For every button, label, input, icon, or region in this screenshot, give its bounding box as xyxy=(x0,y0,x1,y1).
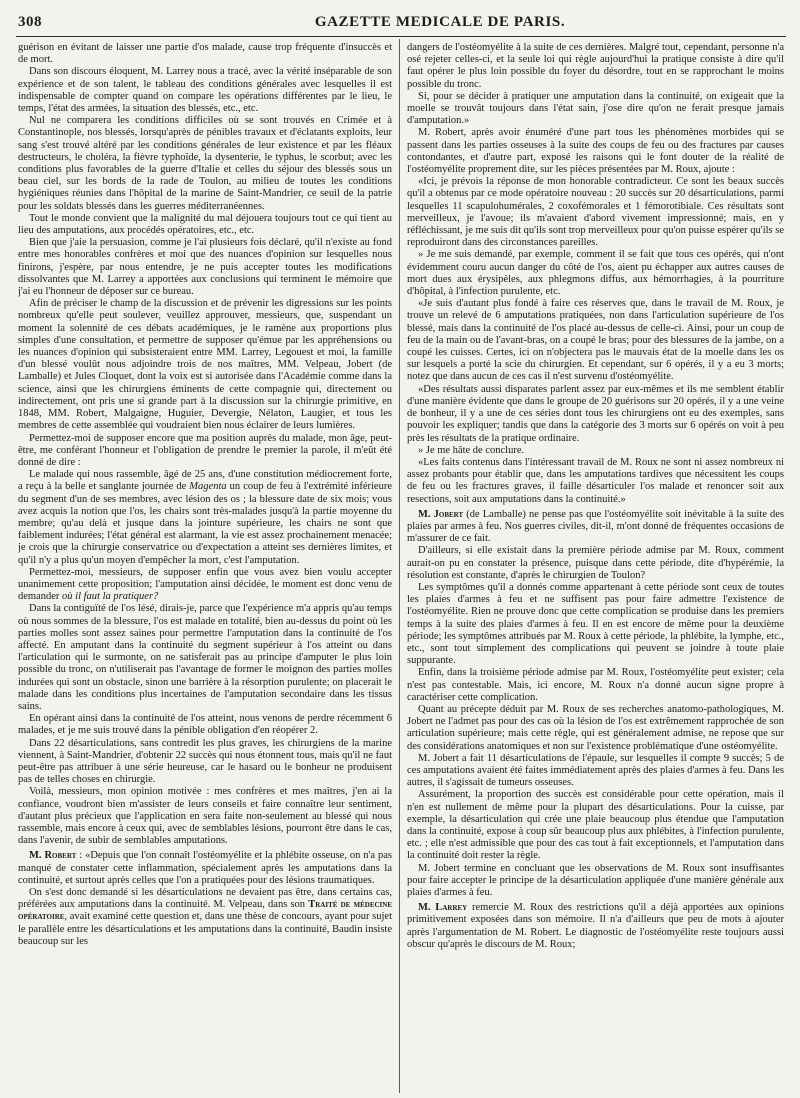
paragraph xyxy=(18,603,392,713)
paragraph-text: Permettez-moi, messieurs, de supposer enfin que vous avez bien voulu accepter unanimement cette proposition; l'amputation ainsi décidée, le moment est donc venu de demander xyxy=(18,566,392,603)
paragraph-text: Bien que j'aie la persuasion, comme je l'ai plusieurs fois déclaré, qu'il n'existe au fond entre mes honorables confrères et moi que des nuances d'opinion sur lesquelles nous finirons, j'espère, par nous entendre, je ne puis accepter toutes les modifications dissolvantes que M. Larrey a apportées aux conclusions qui terminent le mémoire que j'ai eu l'honneur de déposer sur ce bureau. xyxy=(18,237,392,298)
paragraph xyxy=(407,298,784,383)
paragraph xyxy=(18,786,392,847)
paragraph xyxy=(18,433,392,470)
paragraph-text: Afin de préciser le champ de la discussion et de prévenir les digressions sur les points nombreux qu'elle peut soulever, veuillez approuver, messieurs, que, suspendant un moment la solennité de ces débats académiques, je le ramène aux proportions plus simples d'une consultation, et permettre de supposer qu'émue par les appréhensions ou les nuances d'opinion qui subsisteraient entre MM. Larrey, Legouest et moi, la famille d'un blessé voulût nous adjoindre trois de nos maîtres, MM. Velpeau, Jobert (de Lamballe) et Jules Cloquet, dont la voix est si autorisée dans l'Académie comme dans la science, ainsi que les chirurgiens éminents de cette compagnie qui, directement ou indirectement, ont pris une si grande part à la discussion sur la chirurgie primitive, en 1848, MM. Robert, Malgaigne, Huguier, Devergie, Nélaton, Laugier, et tous les membres de cette assemblée qui voudraient bien nous éclairer de leurs lumières. xyxy=(18,298,392,432)
paragraph-text: , avait examiné cette question et, dans une thèse de concours, ayant pour sujet le parallèle entre les désarticulations et les amputations dans la continuité, Baudin insiste beaucoup sur les xyxy=(18,911,392,947)
paragraph xyxy=(407,249,784,298)
paragraph xyxy=(407,42,784,91)
paragraph xyxy=(18,567,392,604)
page-number: 308 xyxy=(18,14,42,30)
paragraph-text: Voilà, messieurs, mon opinion motivée : mes confrères et mes maîtres, j'en ai la confiance, voudront bien m'assister de leurs conseils et faire connaître leur sentiment, d'autant plus précieux que l'application en sera faite non-seulement au blessé qui nous rassemble, mais encore à ceux qui, avec de semblables lésions, pourront être dans le cas, dans l'avenir, de subir de semblables amputations. xyxy=(18,786,392,847)
paragraph-text: D'ailleurs, si elle existait dans la première période admise par M. Roux, comment aurait-on pu en constater la présence, puisque dans cette période, dite d'hypérémie, la résolution est constante, d'après le chirurgien de Toulon? xyxy=(407,545,784,581)
paragraph xyxy=(18,887,392,948)
paragraph-text: On s'est donc demandé si les désarticulations ne devaient pas être, dans certains cas, préférées aux amputations dans la continuité. M. Velpeau, dans son xyxy=(18,887,392,911)
paragraph xyxy=(18,298,392,432)
paragraph-text: Le malade qui nous rassemble, âgé de 25 ans, d'une constitution médiocrement forte, a reçu à la belle et sanglante journée de xyxy=(18,469,392,493)
paragraph-text: Tout le monde convient que la malignité du mal déjouera toujours tout ce qui tient au lieu des amputations, aux procédés opératoires, etc., etc. xyxy=(18,212,392,237)
journal-title: GAZETTE MEDICALE DE PARIS. xyxy=(314,14,566,30)
paragraph-text: Dans son discours éloquent, M. Larrey nous a tracé, avec la vérité inséparable de son expérience et de son talent, le tableau des conditions générales avec lesquelles il est indispensable de compter quand on compare les opérations différentes par le lieu, le temps, l'état des armées, la situation des blessés, etc., etc. xyxy=(18,66,392,115)
paragraph xyxy=(407,753,784,790)
paragraph-text: (de Lamballe) ne pense pas que l'ostéomyélite soit inévitable à la suite des plaies par armes à feu. Nos guerres civiles, dit-il, m'ont donné de fréquentes occasions de m'assurer de ce fait. xyxy=(407,508,784,545)
header-rule xyxy=(16,36,786,37)
paragraph xyxy=(18,850,392,887)
paragraph xyxy=(407,545,784,582)
paragraph xyxy=(18,738,392,787)
paragraph-text: Permettez-moi de supposer encore que ma position auprès du malade, mon âge, peut-être, me conférant l'honneur et l'obligation de prendre le premier la parole, il m'eût été donné de dire : xyxy=(18,432,392,468)
paragraph-text: Enfin, dans la troisième période admise par M. Roux, l'ostéomyélite peut exister; cela n'est pas contestable. Mais, ici encore, M. Roux n'a donné aucun signe propre à caractériser cette complication. xyxy=(407,667,784,703)
paragraph xyxy=(18,66,392,115)
paragraph-text: Les symptômes qu'il a donnés comme appartenant à cette période sont ceux de toutes les plaies d'armes à feu et ne suffisent pas pour faire admettre l'existence de l'ostéomyélite. Rien ne prouve donc que cette complication se produise dans les premiers temps à la suite des plaies d'armes à feu. Il en est encore de même pour la deuxième période; les symptômes attribués par M. Roux à cette période, la phlébite, la lymphe, etc., etc., sont tout simplement des complications qui peuvent se joindre à toute plaie suppurante. xyxy=(407,581,784,667)
paragraph-text: «Je suis d'autant plus fondé à faire ces réserves que, dans le travail de M. Roux, je trouve un relevé de 6 amputations pratiquées, non dans l'articulation supérieure de l'os blessé, mais dans la continuité de l'os placé au-dessus de celle-ci. Ainsi, pour un coup de feu de la main ou de l'avant-bras, on a coupé le bras; pour des blessures de la jambe, on a coupé les cuisses. Certes, ici on n'objectera pas le mauvais état de la moelle dans les os sur lesquels a porté la scie du chirurgien. Et cependant, sur 6 opérés, il y a eu 3 morts; notez que dans aucun de ces cas il n'est survenu d'ostéomyélite. xyxy=(407,298,784,383)
paragraph xyxy=(407,176,784,249)
paragraph xyxy=(407,789,784,862)
paragraph xyxy=(407,127,784,176)
left-column xyxy=(18,42,392,1092)
paragraph xyxy=(18,469,392,567)
speaker-name: M. Robert xyxy=(29,850,77,862)
paragraph xyxy=(407,582,784,667)
paragraph xyxy=(407,384,784,445)
paragraph-text: «Ici, je prévois la réponse de mon honorable contradicteur. Ce sont les beaux succès qu'il a obtenus par ce mode opératoire nouveau : 20 succès sur 20 désarticulations, parmi lesquelles 11 scapulohumérales, 2 coxofémorales et 1 fémorotibiale. Ces résultats sont merveilleux, je l'avoue; ils m'avaient d'abord vivement impressionné; mais, en y réfléchissant, je me suis dit qu'ils sont trop merveilleux pour qu'on puisse espérer qu'ils se reproduiront dans des circonstances pareilles. xyxy=(407,176,784,249)
paragraph-text: M. Jobert termine en concluant que les observations de M. Roux sont insuffisantes pour faire accepter le principe de la désarticulation appliquée d'une manière générale aux plaies d'armes à feu. xyxy=(407,862,784,899)
paragraph xyxy=(18,115,392,213)
paragraph-text: Dans 22 désarticulations, sans contredit les plus graves, les chirurgiens de la marine viennent, à Saint-Mandrier, d'obtenir 22 succès qui nous étonnent tous, mais qu'il ne faut peut-être pas attribuer à une série heureuse, car le hasard ou le bonheur ne produisent pas de telles choses en chirurgie. xyxy=(18,737,392,786)
paragraph-text: » Je me hâte de conclure. xyxy=(418,444,525,456)
paragraph-text: Si, pour se décider à pratiquer une amputation dans la continuité, on exigeait que la moelle se trouvât toujours dans l'état sain, j'ose dire qu'on ne ferait presque jamais d'amputation.» xyxy=(407,90,784,127)
paragraph xyxy=(407,445,784,457)
paragraph xyxy=(18,713,392,737)
paragraph xyxy=(407,704,784,753)
paragraph xyxy=(407,457,784,506)
paragraph xyxy=(407,91,784,128)
italic-question: où il faut la pratiquer? xyxy=(62,591,159,603)
paragraph xyxy=(18,42,392,66)
paragraph-text: Nul ne comparera les conditions difficiles où se sont trouvés en Crimée et à Constantinople, nos blessés, lorsqu'après de pénibles travaux et d'éclatants exploits, leur sang s'est trouvé altéré par les conditions générales de leur existence et par les fléaux destructeurs, le choléra, la fièvre typhoïde, la dysenterie, le typhus, le scorbut; avec les conditions plus favorables de la guerre d'Italie et celles du séjour des blessés sous un beau ciel, sur les bords de la rade de Toulon, au milieu de toutes les conditions hygiéniques réunies dans l'hôpital de la marine de Saint-Mandrier, ce seuil de la patrie pour les soldats blessés dans les guerres méditerranéennes. xyxy=(18,115,392,212)
paragraph-text: remercie M. Roux des restrictions qu'il a déjà apportées aux opinions primitivement exposées dans son mémoire. Il n'a d'ailleurs que peu de mots à ajouter après l'argumentation de M. Robert. Le diagnostic de l'ostéomyélite reste toujours aussi obscur qu'après le discours de M. Roux; xyxy=(407,902,784,950)
paragraph-text: M. Jobert a fait 11 désarticulations de l'épaule, sur lesquelles il compte 9 succès; 5 de ces amputations avaient été faites immédiatement après des plaies d'armes à feu. Dans les autres, il s'agissait de tumeurs osseuses. xyxy=(407,752,784,789)
paragraph-text: Dans la contiguïté de l'os lésé, dirais-je, parce que l'expérience m'a appris qu'au temps où nous sommes de la blessure, l'os est malade en totalité, bien au-dessus du point où les parties molles sont assez saines pour permettre l'amputation dans la continuité de l'os affecté. En amputant dans la continuité du segment supérieur à l'os atteint ou dans l'articulation qui le surmonte, on ne satisferait pas au principe d'amputer le plus loin possible du tronc, on n'utiliserait pas l'avantage de former le moignon des parties molles indurées qui sont un obstacle, sinon une barrière à la résorption purulente; on placerait le malade dans les conditions plus incertaines de l'amputation secondaire dans les tissus sains. xyxy=(18,603,392,712)
paragraph xyxy=(18,237,392,298)
paragraph-text: Quant au précepte déduit par M. Roux de ses recherches anatomo-pathologiques, M. Jobert ne l'admet pas pour des cas où la lésion de l'os est extrêmement rapprochée de son articulation supérieure; mais cette règle, qui est généralement admise, ne repose que sur des considérations anatomiques et non sur l'existence problématique d'une ostéomyélite. xyxy=(407,703,784,752)
paragraph-text: M. Robert, après avoir énuméré d'une part tous les phénomènes morbides qui se passent dans les parties osseuses à la suite des coups de feu ou des fractures par causes contondantes, et d'autre part, exposé les raisons qui le font douter de la réalité de l'ostéomyélite proprement dite, sur les pièces présentées par M. Roux, ajoute : xyxy=(407,127,784,176)
right-column xyxy=(407,42,784,1092)
paragraph xyxy=(407,902,784,951)
speaker-name: M. Larrey xyxy=(418,902,468,914)
paragraph xyxy=(18,213,392,237)
paragraph xyxy=(407,667,784,704)
italic-place-name: Magenta xyxy=(189,481,227,493)
paragraph-text: «Des résultats aussi disparates parlent assez par eux-mêmes et ils me semblent établir d'une manière évidente que dans le groupe de 20 guérisons sur 20 opérés, il y a une veine de bonheur, il y a une de ces séries dont tous les chirurgiens ont eu des exemples, sans pouvoir les expliquer; tandis que dans la catégorie des 3 morts sur 6 opérés on voit à peu près les résultats de la pratique ordinaire. xyxy=(407,383,784,444)
paragraph xyxy=(407,863,784,900)
paragraph-text: : «Depuis que l'on connaît l'ostéomyélite et la phlébite osseuse, on n'a pas manqué de constater cette inflammation, spécialement après les amputations dans la continuité, et surtout après celles que l'on a pratiquées pour des lésions traumatiques. xyxy=(18,850,392,886)
paragraph-text: guérison en évitant de laisser une partie d'os malade, cause trop fréquente d'insuccès et de mort. xyxy=(18,42,392,66)
paragraph-text: «Les faits contenus dans l'intéressant travail de M. Roux ne sont ni assez nombreux ni assez probants pour établir que, dans les amputations tardives que nécessitent les coups de feu ou les fractures graves, il faille désarticuler l'os malade et renoncer soit aux resections, soit aux amputations dans la continuité.» xyxy=(407,456,784,505)
paragraph-text: un coup de feu à l'extrémité inférieure du segment d'un de ses membres, avec lésion des os ; la blessure date de six mois; vous avez acquis la notion que l'os, les chairs sont très-malades jusqu'à la partie moyenne du membre; qu'au delà et jusque dans la jointure supérieure, les chairs ne sont que faiblement indurées; l'état général est alarmant, la vie est assez prochainement menacée; je crois que la chirurgie conservatrice ou d'expectation a atteint ses dernières limites, et qu'il n'y a plus qu'un moyen d'empêcher la mort, c'est l'amputation. xyxy=(18,481,392,566)
column-divider xyxy=(399,39,400,1093)
paragraph xyxy=(407,509,784,546)
paragraph-text: Assurément, la proportion des succès est considérable pour cette opération, mais il n'en est nullement de même pour la plupart des désarticulations. Pour la cuisse, par exemple, la désarticulation qui crée une plaie beaucoup plus étendue que l'amputation dans la continuité, expose à coup sûr beaucoup plus aux phlébites, à l'infection purulente, etc. ; elle n'est admissible que pour des cas tout à fait exceptionnels, et l'amputation dans la continuité doit rester la règle. xyxy=(407,789,784,862)
paragraph-text: dangers de l'ostéomyélite à la suite de ces dernières. Malgré tout, cependant, personne n'a osé rejeter celles-ci, et la seule loi qui règle aujourd'hui la pratique consiste à dire qu'il faut opérer le plus loin possible du foyer du désordre, tout en se rapprochant le moins possible du tronc. xyxy=(407,42,784,90)
speaker-name: M. Jobert xyxy=(418,508,464,520)
paragraph-text: En opérant ainsi dans la continuité de l'os atteint, nous venons de perdre récemment 6 malades, et je me suis trouvé dans la pénible obligation d'en réopérer 2. xyxy=(18,713,392,737)
book-title: Traité de médecine opératoire xyxy=(18,899,392,923)
paragraph-text: » Je me suis demandé, par exemple, comment il se fait que tous ces opérés, qui n'ont évidemment couru aucun danger du côté de l'os, aient pu échapper aux autres causes de mort dues aux érysipèles, aux phlegmons diffus, aux hémorrhagies, à la pourriture d'hôpital, à l'infection purulente, etc. xyxy=(407,249,784,298)
